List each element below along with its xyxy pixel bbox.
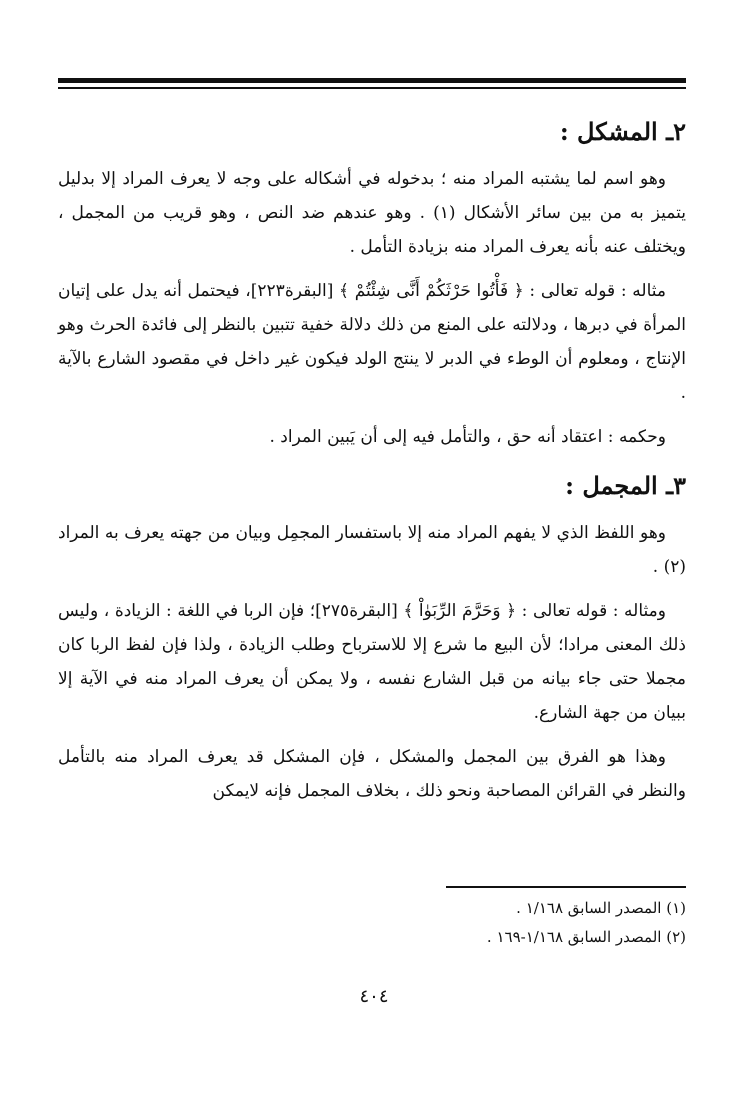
- paragraph-mushkil-example: مثاله : قوله تعالى : ﴿ فَأْتُوا حَرْثَكُمْ أَنَّى شِئْتُمْ ﴾ [البقرة٢٢٣]، فيحتمل أنه يدل على إتيان المرأة في دبرها ، ودلالته على المنع من ذلك دلالة خفية تتبين بالنظر إلى فائدة الحرث وهو الإنتاج ، ومعلوم أن الوطء في الدبر لا ينتج الولد فيكون غير داخل في مقصود الشارع بالآية .: [58, 281, 686, 403]
- page-body: [58, 110, 686, 818]
- footnote-2: (٢) المصدر السابق ١/١٦٨-١٦٩ .: [486, 927, 686, 946]
- footnote-1: (١) المصدر السابق ١/١٦٨ .: [516, 898, 686, 917]
- header-rule-thin: [58, 87, 686, 89]
- footnote-rule: [446, 886, 686, 888]
- paragraph-mujmal-difference: وهذا هو الفرق بين المجمل والمشكل ، فإن المشكل قد يعرف المراد منه بالتأمل والنظر في القرائن المصاحبة ونحو ذلك ، بخلاف المجمل فإنه لايمكن: [58, 747, 686, 801]
- paragraph-mujmal-definition: وهو اللفظ الذي لا يفهم المراد منه إلا باستفسار المجمِل وبيان من جهته يعرف به المراد (٢) .: [58, 523, 686, 577]
- page-number: ٤٠٤: [359, 986, 389, 1007]
- paragraph-mushkil-definition: وهو اسم لما يشتبه المراد منه ؛ بدخوله في أشكاله على وجه لا يعرف المراد إلا بدليل يتميز به من بين سائر الأشكال (١) . وهو عندهم ضد النص ، وهو قريب من المجمل ، ويختلف عنه بأنه يعرف المراد منه بزيادة التأمل .: [58, 169, 686, 257]
- section-heading-mushkil: ٢ـ المشكل :: [559, 117, 686, 146]
- header-rule-thick: [58, 78, 686, 83]
- footnotes: [58, 886, 686, 952]
- section-heading-mujmal: ٣ـ المجمل :: [565, 471, 686, 500]
- paragraph-mujmal-example: ومثاله : قوله تعالى : ﴿ وَحَرَّمَ الرِّبَوٰاْ ﴾ [البقرة٢٧٥]؛ فإن الربا في اللغة : الزيادة ، وليس ذلك المعنى مرادا؛ لأن البيع ما شرع إلا للاسترباح وطلب الزيادة ، ولذا فإن لفظ الربا كان مجملا حتى جاء بيانه من قبل الشارع نفسه ، ولا يمكن أن يعرف المراد منه في الآية إلا ببيان من جهة الشارع.: [58, 601, 686, 723]
- paragraph-mushkil-ruling: وحكمه : اعتقاد أنه حق ، والتأمل فيه إلى أن يَبين المراد .: [269, 427, 666, 447]
